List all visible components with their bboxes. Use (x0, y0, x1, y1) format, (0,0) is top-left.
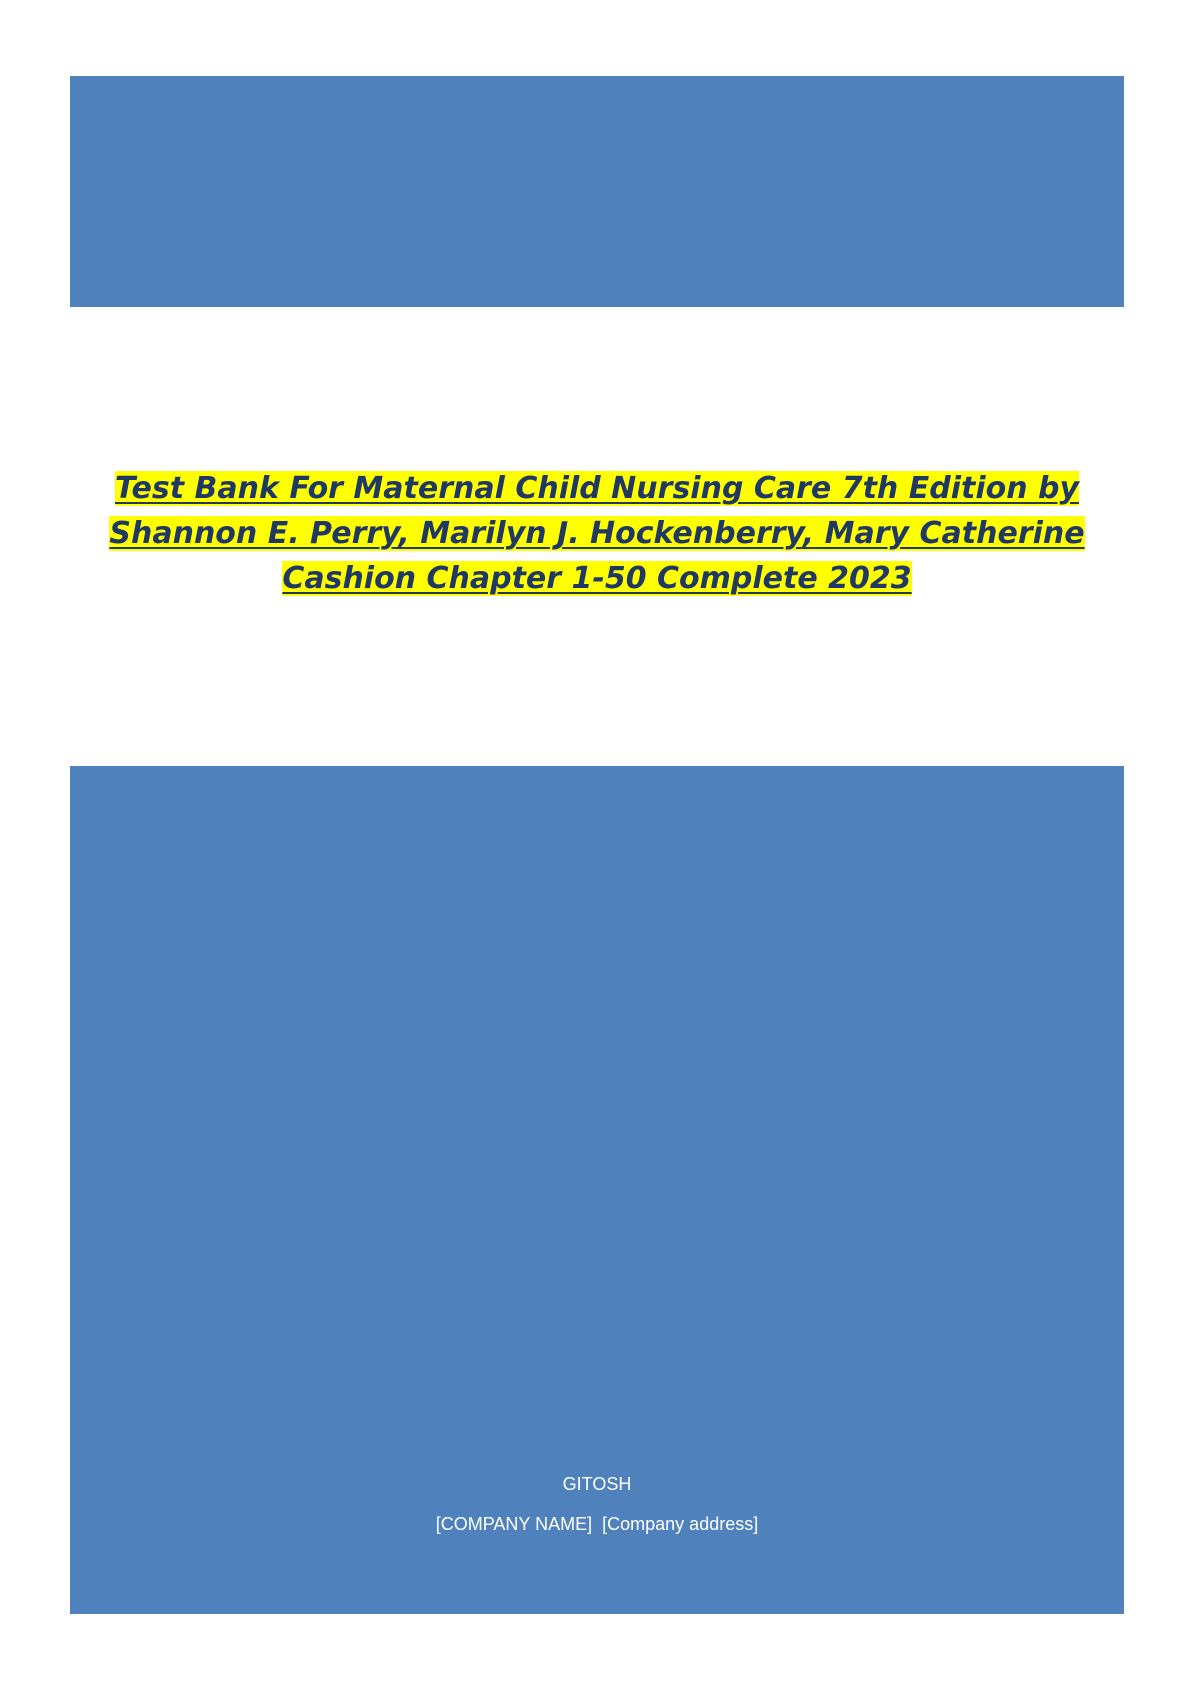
title-line-2: Shannon E. Perry, Marilyn J. Hockenberry, Mary Catherine (109, 516, 1085, 551)
top-color-band (70, 76, 1124, 307)
author-name: GITOSH (562, 1474, 632, 1494)
company-info (70, 1514, 1124, 1535)
company-name: [COMPANY NAME] (435, 1514, 593, 1534)
title-line-1: Test Bank For Maternal Child Nursing Care 7th Edition by (114, 471, 1080, 506)
company-address: [Company address] (602, 1514, 759, 1534)
title-line-3: Cashion Chapter 1-50 Complete 2023 (282, 561, 912, 596)
document-title (70, 466, 1124, 601)
bottom-color-band (70, 766, 1124, 1614)
